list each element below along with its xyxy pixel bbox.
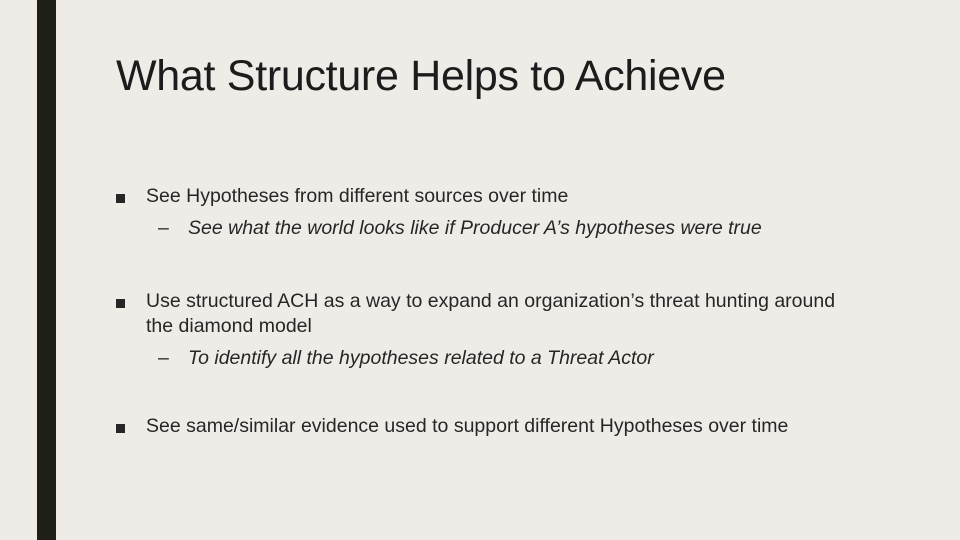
square-bullet-icon [116, 424, 125, 433]
bullet-1-text: See Hypotheses from different sources over time [146, 185, 569, 207]
accent-bar [37, 0, 56, 540]
square-bullet-icon [116, 194, 125, 203]
square-bullet-icon [116, 299, 125, 308]
sub-bullet-1-text: See what the world looks like if Producer A’s hypotheses were true [188, 217, 762, 239]
slide-title: What Structure Helps to Achieve [116, 52, 726, 100]
bullet-3-text: See same/similar evidence used to support different Hypotheses over time [146, 415, 789, 437]
dash-bullet-icon: – [158, 217, 169, 239]
sub-bullet-2-text: To identify all the hypotheses related to a Threat Actor [188, 347, 654, 369]
bullet-2-text: Use structured ACH as a way to expand an organization’s threat hunting around the diamond model [146, 290, 836, 337]
dash-bullet-icon: – [158, 347, 169, 369]
